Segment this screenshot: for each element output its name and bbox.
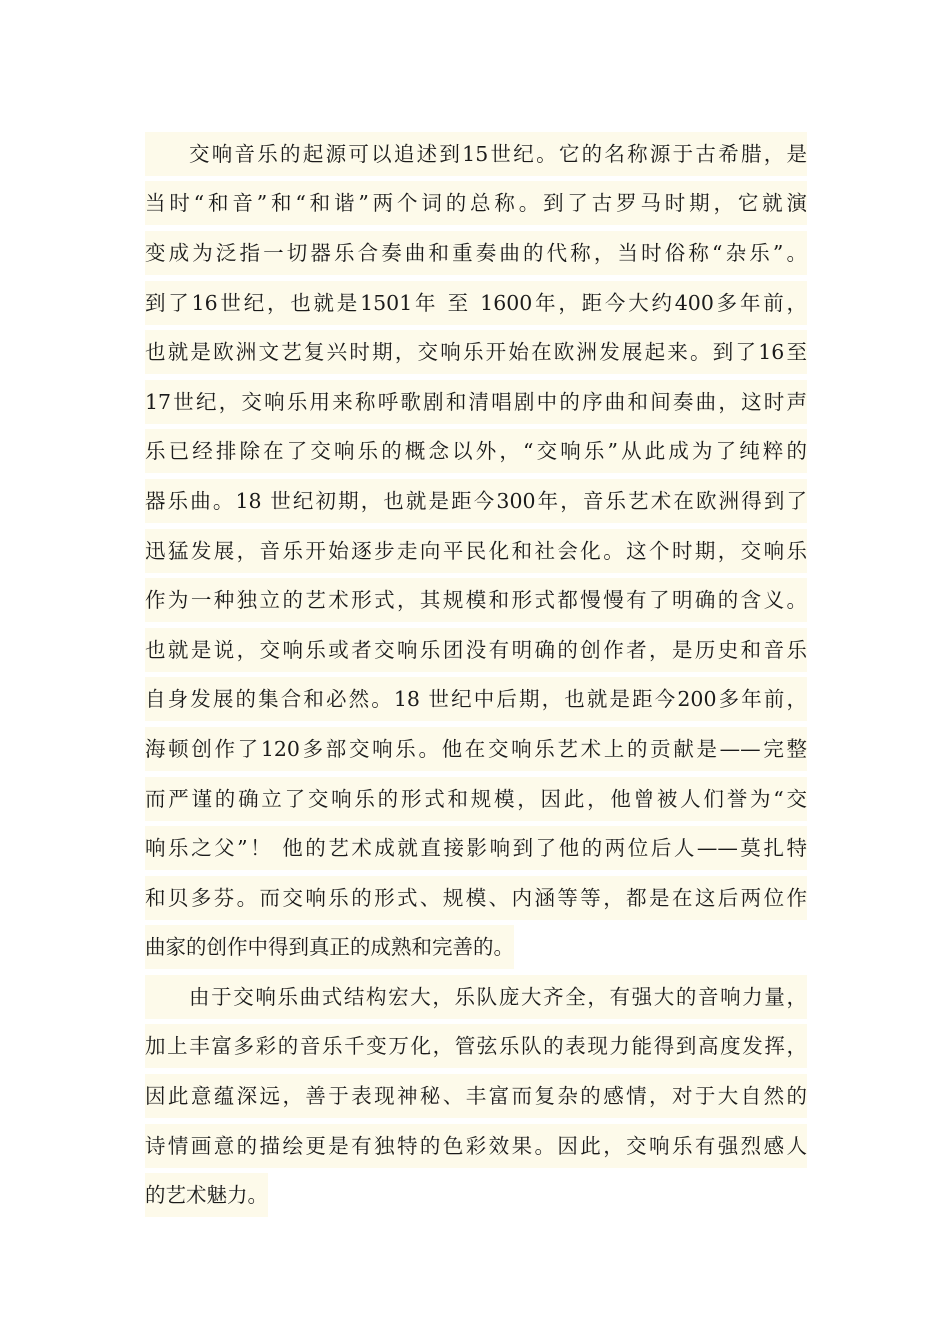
- line-text: 17世纪，交响乐用来称呼歌剧和清唱剧中的序曲和间奏曲，这时声: [145, 380, 807, 424]
- text-line: [145, 823, 807, 873]
- document-body: [145, 129, 807, 1220]
- line-text: 曲家的创作中得到真正的成熟和完善的。: [145, 925, 514, 969]
- line-text: 也就是说，交响乐或者交响乐团没有明确的创作者，是历史和音乐: [145, 628, 807, 672]
- line-text: 迅猛发展，音乐开始逐步走向平民化和社会化。这个时期，交响乐: [145, 529, 807, 573]
- text-line: [145, 774, 807, 824]
- line-text: 变成为泛指一切器乐合奏曲和重奏曲的代称，当时俗称“杂乐”。: [145, 231, 807, 275]
- text-line: [145, 1121, 807, 1171]
- text-line: [145, 972, 807, 1022]
- text-line: [145, 327, 807, 377]
- text-line: [145, 427, 807, 477]
- line-text: 自身发展的集合和必然。18 世纪中后期，也就是距今200多年前，: [145, 677, 807, 721]
- text-line: [145, 278, 807, 328]
- text-line: [145, 873, 807, 923]
- line-text: 海顿创作了120多部交响乐。他在交响乐艺术上的贡献是——完整: [145, 727, 807, 771]
- line-text: 响乐之父”！ 他的艺术成就直接影响到了他的两位后人——莫扎特: [145, 826, 807, 870]
- text-line: [145, 526, 807, 576]
- line-text: 也就是欧洲文艺复兴时期，交响乐开始在欧洲发展起来。到了16至: [145, 330, 807, 374]
- line-text: 作为一种独立的艺术形式，其规模和形式都慢慢有了明确的含义。: [145, 578, 807, 622]
- line-text: 到了16世纪，也就是1501年 至 1600年，距今大约400多年前，: [145, 281, 807, 325]
- text-line-last: [145, 923, 807, 973]
- line-text: 和贝多芬。而交响乐的形式、规模、内涵等等，都是在这后两位作: [145, 876, 807, 920]
- text-line: [145, 129, 807, 179]
- line-text: 的艺术魅力。: [145, 1173, 268, 1217]
- text-line: [145, 724, 807, 774]
- line-text: 器乐曲。18 世纪初期，也就是距今300年，音乐艺术在欧洲得到了: [145, 479, 807, 523]
- line-text: 而严谨的确立了交响乐的形式和规模，因此，他曾被人们誉为“交: [145, 777, 807, 821]
- line-text: 诗情画意的描绘更是有独特的色彩效果。因此，交响乐有强烈感人: [145, 1124, 807, 1168]
- line-text: 当时“和音”和“和谐”两个词的总称。到了古罗马时期，它就演: [145, 181, 807, 225]
- text-line: [145, 625, 807, 675]
- line-text: 由于交响乐曲式结构宏大，乐队庞大齐全，有强大的音响力量，: [145, 975, 807, 1019]
- text-line: [145, 675, 807, 725]
- line-text: 加上丰富多彩的音乐千变万化，管弦乐队的表现力能得到高度发挥，: [145, 1024, 807, 1068]
- text-line: [145, 1022, 807, 1072]
- line-text: 因此意蕴深远，善于表现神秘、丰富而复杂的感情，对于大自然的: [145, 1074, 807, 1118]
- line-text: 乐已经排除在了交响乐的概念以外，“交响乐”从此成为了纯粹的: [145, 429, 807, 473]
- text-line: [145, 179, 807, 229]
- text-line: [145, 575, 807, 625]
- text-line: [145, 228, 807, 278]
- line-text: 交响音乐的起源可以追述到15世纪。它的名称源于古希腊，是: [145, 132, 807, 176]
- text-line-last: [145, 1170, 807, 1220]
- text-line: [145, 377, 807, 427]
- text-line: [145, 1071, 807, 1121]
- text-line: [145, 476, 807, 526]
